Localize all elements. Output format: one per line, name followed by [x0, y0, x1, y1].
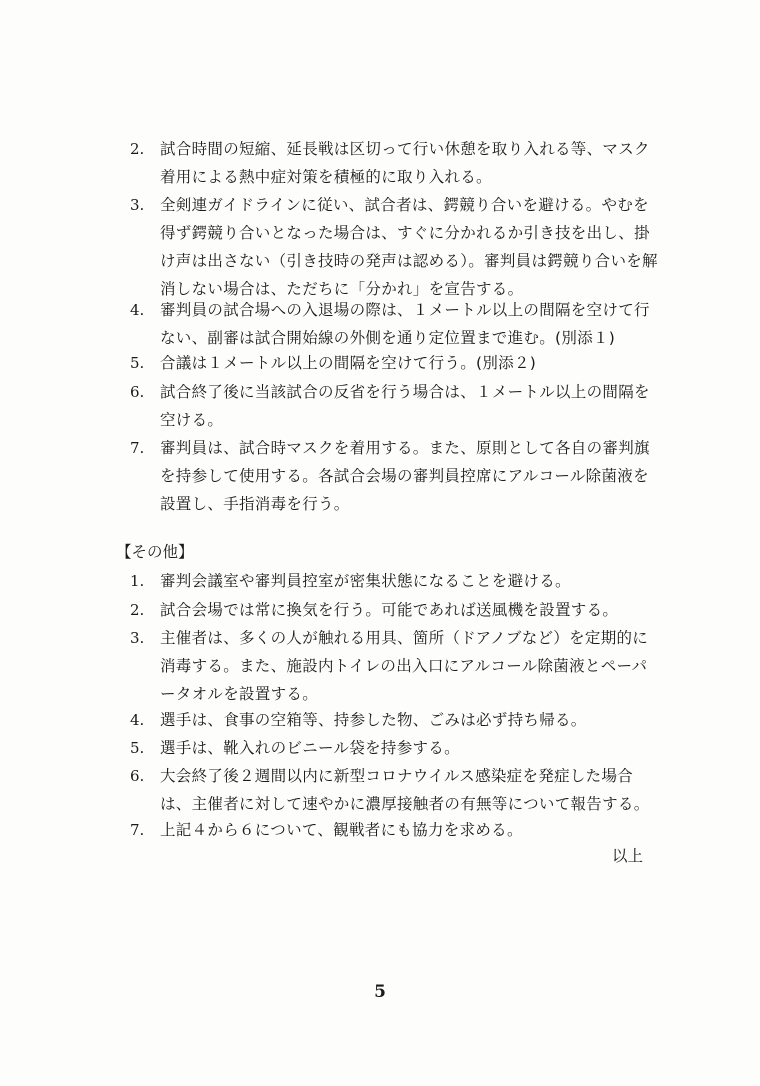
page-number: 5 [374, 982, 386, 1002]
item-number: 4. [130, 301, 145, 319]
item-number: 3. [130, 196, 145, 214]
item-number: 5. [130, 354, 145, 372]
item-number: 6. [130, 767, 145, 785]
item-number: 3. [130, 629, 145, 647]
item-text: 大会終了後２週間以内に新型コロナウイルス感染症を発症した場合は、主催者に対して速やかに濃厚接触者の有無等について報告する。 [160, 767, 650, 813]
item-number: 5. [130, 739, 145, 757]
item-number: 2. [130, 601, 145, 619]
list-item [130, 378, 660, 434]
item-text: 選手は、靴入れのビニール袋を持参する。 [160, 739, 460, 757]
list-item [130, 434, 660, 518]
item-text: 審判員は、試合時マスクを着用する。また、原則として各自の審判旗を持参して使用する。各試合会場の審判員控席にアルコール除菌液を設置し、手指消毒を行う。 [160, 439, 650, 513]
item-text: 審判会議室や審判員控室が密集状態になることを避ける。 [160, 572, 571, 590]
item-number: 6. [130, 383, 145, 401]
list-item [130, 349, 660, 377]
list-item [130, 135, 660, 191]
item-text: 上記４から６について、観戦者にも協力を求める。 [160, 821, 523, 839]
item-number: 2. [130, 140, 145, 158]
item-text: 試合会場では常に換気を行う。可能であれば送風機を設置する。 [160, 601, 619, 619]
section-heading: 【その他】 [116, 543, 194, 561]
list-item [130, 624, 660, 708]
item-text: 主催者は、多くの人が触れる用具、箇所（ドアノブなど）を定期的に消毒する。また、施設内トイレの出入口にアルコール除菌液とペーパータオルを設置する。 [160, 629, 649, 703]
item-text: 全剣連ガイドラインに従い、試合者は、鍔競り合いを避ける。やむを得ず鍔競り合いとなった場合は、すぐに分かれるか引き技を出し、掛け声は出さない（引き技時の発声は認める）。審判員は鍔競り合いを解消しない場合は、ただちに「分かれ」を宣告する。 [160, 196, 658, 298]
list-item [130, 596, 660, 624]
item-number: 7. [130, 821, 145, 839]
list-item [130, 762, 660, 818]
closing-remark: 以上 [612, 847, 644, 865]
item-number: 7. [130, 439, 145, 457]
item-text: 試合時間の短縮、延長戦は区切って行い休憩を取り入れる等、マスク着用による熱中症対策を積極的に取り入れる。 [160, 140, 650, 186]
item-text: 合議は１メートル以上の間隔を空けて行う。(別添２) [160, 354, 537, 372]
list-item [130, 567, 660, 595]
list-item [130, 706, 660, 734]
item-number: 1. [130, 572, 145, 590]
list-item [130, 816, 660, 844]
item-text: 審判員の試合場への入退場の際は、１メートル以上の間隔を空けて行ない、副審は試合開始線の外側を通り定位置まで進む。(別添１) [160, 301, 650, 347]
item-text: 試合終了後に当該試合の反省を行う場合は、１メートル以上の間隔を空ける。 [160, 383, 650, 429]
list-item [130, 734, 660, 762]
item-text: 選手は、食事の空箱等、持参した物、ごみは必ず持ち帰る。 [160, 711, 587, 729]
list-item [130, 296, 660, 352]
list-item [130, 191, 660, 303]
item-number: 4. [130, 711, 145, 729]
